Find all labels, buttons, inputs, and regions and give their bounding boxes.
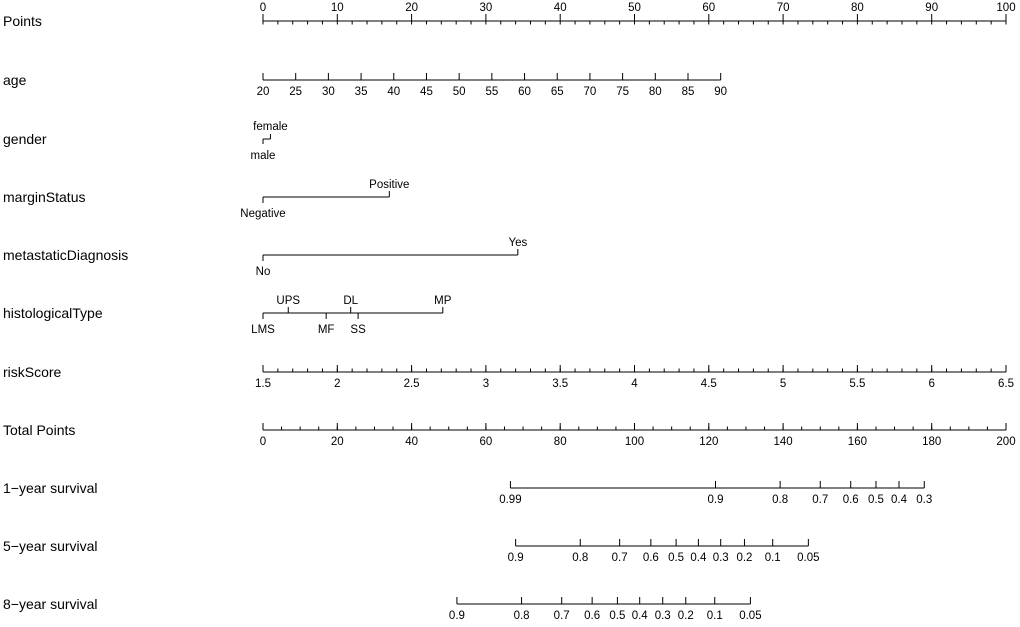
tick-label: 0.4 <box>631 610 648 622</box>
tick-label: 2 <box>334 378 341 390</box>
row-label: age <box>3 72 27 88</box>
tick-label: 0.3 <box>712 552 729 564</box>
row-label: Points <box>3 13 42 29</box>
tick-label: 45 <box>420 86 433 98</box>
tick-label: 0.05 <box>739 610 762 622</box>
tick-label: 0.1 <box>706 610 723 622</box>
tick-label: 50 <box>628 2 641 14</box>
tick-label: 20 <box>256 86 270 98</box>
tick-label: 0.9 <box>448 610 465 622</box>
tick-label: 100 <box>624 436 645 448</box>
tick-label: 0.6 <box>642 552 659 564</box>
nomogram-row <box>3 2 1016 29</box>
category-label: No <box>255 266 271 278</box>
tick-label: 0 <box>259 2 267 14</box>
tick-label: 35 <box>354 86 368 98</box>
tick-label: 70 <box>583 86 597 98</box>
category-label: LMS <box>251 324 275 336</box>
row-label: marginStatus <box>3 189 86 205</box>
tick-label: 50 <box>452 86 466 98</box>
nomogram-row <box>3 179 409 220</box>
tick-label: 55 <box>485 86 499 98</box>
tick-label: 4 <box>631 378 638 390</box>
tick-label: 0.4 <box>690 552 707 564</box>
nomogram-row <box>3 121 288 162</box>
category-label: Negative <box>240 208 286 220</box>
category-label: female <box>253 121 288 133</box>
tick-label: 0.3 <box>654 610 671 622</box>
tick-label: 40 <box>405 436 418 448</box>
tick-label: 80 <box>648 86 662 98</box>
tick-label: 30 <box>321 86 335 98</box>
tick-label: 0.8 <box>772 494 789 506</box>
tick-label: 40 <box>387 86 401 98</box>
tick-label: 160 <box>847 436 867 448</box>
tick-label: 0.7 <box>553 610 570 622</box>
tick-label: 90 <box>925 2 939 14</box>
tick-label: 0.9 <box>707 494 724 506</box>
tick-label: 0.8 <box>513 610 530 622</box>
category-label: MF <box>317 324 335 336</box>
tick-label: 80 <box>553 436 567 448</box>
category-label: male <box>250 150 276 162</box>
row-label: riskScore <box>3 364 62 380</box>
tick-label: 0.9 <box>507 552 524 564</box>
tick-label: 85 <box>681 86 695 98</box>
tick-label: 10 <box>330 2 344 14</box>
tick-label: 0.6 <box>584 610 601 622</box>
row-label: 5−year survival <box>3 538 98 554</box>
tick-label: 3 <box>482 378 490 390</box>
tick-label: 0.7 <box>611 552 628 564</box>
tick-label: 0 <box>259 436 267 448</box>
tick-label: 65 <box>550 86 564 98</box>
category-label: Yes <box>508 237 528 249</box>
tick-label: 0.5 <box>609 610 626 622</box>
tick-label: 0.1 <box>764 552 781 564</box>
tick-label: 100 <box>996 2 1016 14</box>
tick-label: 0.8 <box>572 552 589 564</box>
tick-label: 0.2 <box>736 552 753 564</box>
tick-label: 30 <box>479 2 493 14</box>
tick-label: 5 <box>779 378 787 390</box>
tick-label: 0.2 <box>677 610 694 622</box>
row-label: gender <box>3 131 47 147</box>
tick-label: 0.3 <box>916 494 933 506</box>
tick-label: 20 <box>405 2 418 14</box>
tick-label: 60 <box>518 86 531 98</box>
tick-label: 25 <box>289 86 303 98</box>
tick-label: 4.5 <box>700 378 717 390</box>
tick-label: 2.5 <box>403 378 420 390</box>
row-label: 8−year survival <box>3 596 98 612</box>
row-label: 1−year survival <box>3 480 98 496</box>
tick-label: 40 <box>553 2 567 14</box>
category-label: Positive <box>369 179 410 191</box>
tick-label: 90 <box>714 86 728 98</box>
nomogram-row <box>3 538 820 564</box>
tick-label: 0.5 <box>867 494 884 506</box>
nomogram-row <box>3 422 1016 448</box>
nomogram-row <box>3 364 1014 390</box>
tick-label: 0.7 <box>812 494 829 506</box>
tick-label: 6 <box>928 378 935 390</box>
row-label: metastaticDiagnosis <box>3 247 129 263</box>
tick-label: 6.5 <box>998 378 1014 390</box>
tick-label: 200 <box>996 436 1016 448</box>
tick-label: 3.5 <box>552 378 569 390</box>
tick-label: 70 <box>776 2 790 14</box>
tick-label: 0.6 <box>842 494 859 506</box>
tick-label: 75 <box>616 86 630 98</box>
tick-label: 60 <box>702 2 716 14</box>
tick-label: 1.5 <box>255 378 271 390</box>
nomogram-row <box>3 72 727 98</box>
nomogram-row <box>3 295 452 336</box>
category-label: UPS <box>276 295 301 307</box>
nomogram-row <box>3 480 932 506</box>
category-label: DL <box>343 295 359 307</box>
nomogram-row <box>3 237 527 278</box>
tick-label: 0.4 <box>891 494 908 506</box>
tick-label: 180 <box>922 436 942 448</box>
tick-label: 5.5 <box>849 378 866 390</box>
row-label: Total Points <box>3 422 76 438</box>
tick-label: 20 <box>330 436 344 448</box>
category-label: SS <box>350 324 366 336</box>
row-label: histologicalType <box>3 305 103 321</box>
category-label: MP <box>434 295 452 307</box>
tick-label: 140 <box>773 436 793 448</box>
tick-label: 120 <box>699 436 719 448</box>
tick-label: 0.99 <box>499 494 522 506</box>
tick-label: 0.05 <box>797 552 820 564</box>
nomogram-row <box>3 596 762 622</box>
tick-label: 60 <box>479 436 493 448</box>
tick-label: 80 <box>851 2 864 14</box>
tick-label: 0.5 <box>668 552 685 564</box>
